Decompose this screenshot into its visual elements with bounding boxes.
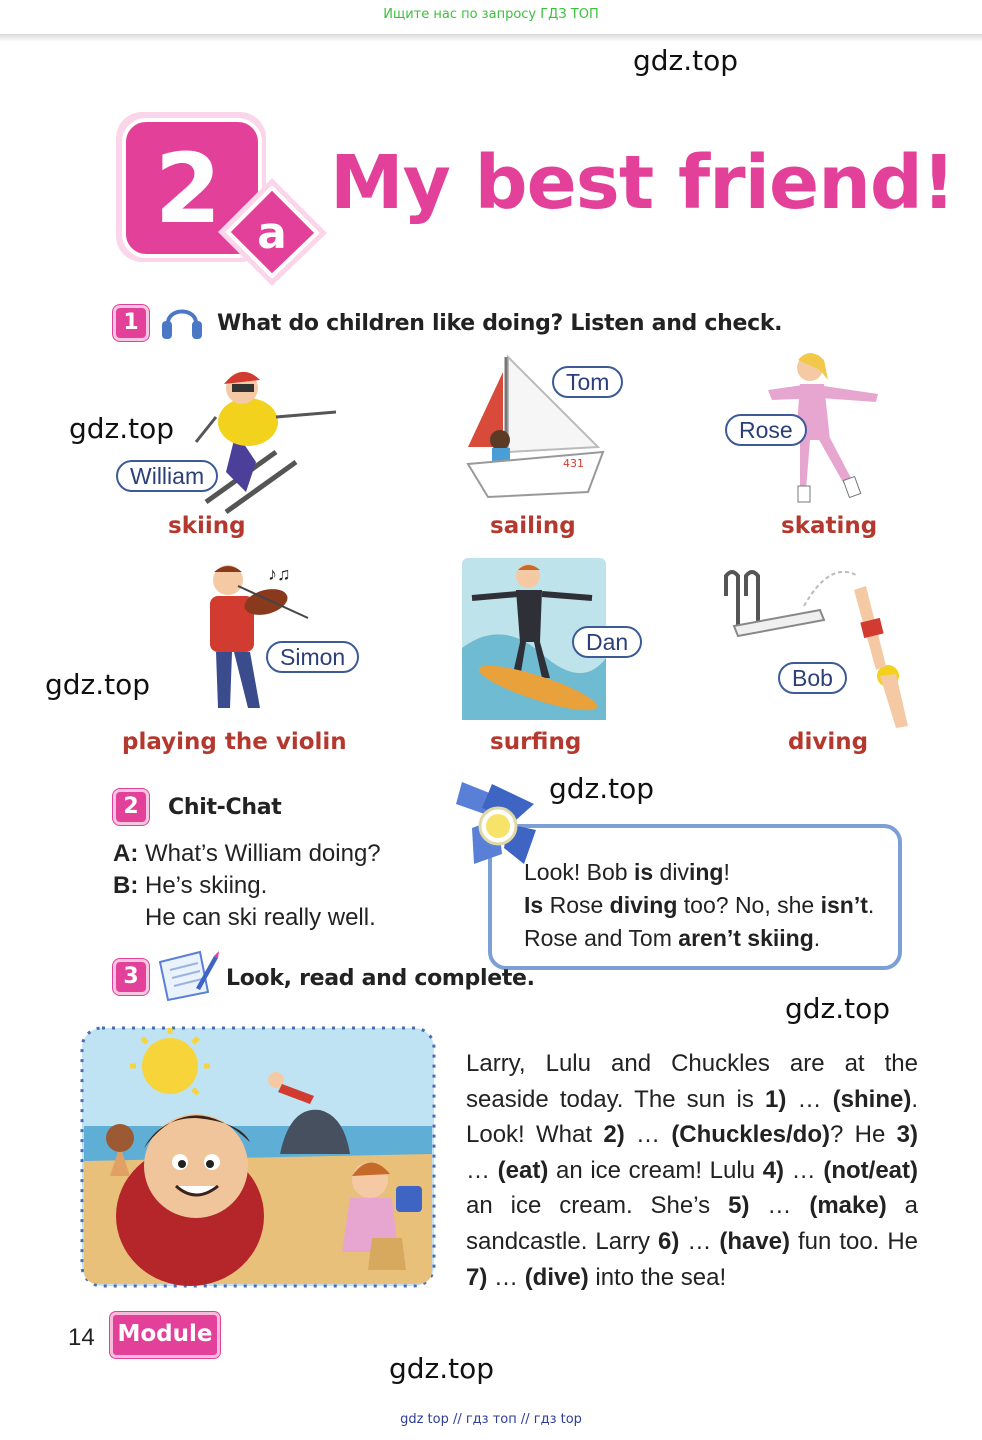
page-title: My best friend! — [330, 140, 955, 226]
unit-badge — [112, 108, 332, 288]
exercise-3-number: 3 — [113, 959, 151, 997]
diver-illustration — [720, 566, 910, 732]
headphones-icon — [160, 297, 204, 343]
speaker-b: B: — [113, 872, 139, 899]
grammar-box — [488, 824, 902, 970]
dialog-line: He’s skiing. — [145, 872, 268, 899]
activity-skating[interactable]: skating — [781, 513, 878, 539]
notepad-pencil-icon — [156, 948, 220, 1002]
watermark: gdz.top — [69, 412, 175, 445]
spotlight-icon — [452, 778, 542, 868]
exercise-1-instruction: What do children like doing? Listen and check. — [217, 311, 783, 336]
top-shadow — [0, 34, 982, 42]
watermark: gdz.top — [785, 992, 891, 1025]
seaside-illustration — [80, 1026, 436, 1288]
watermark: gdz.top — [549, 772, 655, 805]
name-label-william: William — [116, 460, 218, 492]
footer-links[interactable]: gdz top // гдз топ // гдз top — [400, 1412, 582, 1427]
name-label-rose: Rose — [725, 414, 807, 446]
activity-surfing[interactable]: surfing — [490, 729, 582, 755]
top-banner-text: Ищите нас по запросу ГДЗ ТОП — [383, 7, 599, 22]
skier-illustration — [186, 362, 344, 520]
grammar-text: Look! Bob is diving! Is Rose diving too? No, she isn’t. Rose and Tom aren’t skiing. — [524, 859, 875, 951]
exercise-3-instruction: Look, read and complete. — [226, 966, 535, 991]
activity-sailing[interactable]: sailing — [490, 513, 576, 539]
exercise-2-instruction: Chit-Chat — [168, 795, 282, 820]
speaker-a: A: — [113, 840, 139, 867]
activity-skiing[interactable]: skiing — [168, 513, 246, 539]
module-badge: Module 1 — [110, 1312, 220, 1358]
chit-chat-dialog — [113, 838, 381, 934]
svg-text:♪♫: ♪♫ — [268, 564, 291, 584]
svg-text:431: 431 — [563, 457, 584, 470]
name-label-tom: Tom — [552, 366, 623, 398]
page-number: 14 — [68, 1324, 95, 1351]
watermark: gdz.top — [633, 44, 739, 77]
dialog-line: He can ski really well. — [145, 904, 376, 931]
watermark: gdz.top — [389, 1352, 495, 1385]
activity-diving[interactable]: diving — [788, 729, 869, 755]
unit-letter: a — [257, 208, 287, 259]
top-banner — [0, 0, 982, 34]
exercise-3-text: Larry, Lulu and Chuckles are at the seaside today. The sun is 1) … (shine). Look! What 2) … (Chuckles/do)? He 3) … (eat) an ice cream! Lulu 4) … (not/eat) an ice cream. She’s 5) … (make) a sandcastle. Larry 6) … (have) fun too. He 7) … (dive) into the sea! — [466, 1050, 919, 1291]
activity-playing-the-violin[interactable]: playing the violin — [122, 729, 347, 755]
name-label-dan: Dan — [572, 626, 642, 658]
watermark: gdz.top — [45, 668, 151, 701]
exercise-1-number: 1 — [113, 305, 151, 343]
exercise-2-number: 2 — [113, 789, 151, 827]
name-label-simon: Simon — [266, 641, 359, 673]
dialog-line: What’s William doing? — [145, 840, 381, 867]
unit-number: 2 — [154, 133, 222, 245]
name-label-bob: Bob — [778, 662, 847, 694]
